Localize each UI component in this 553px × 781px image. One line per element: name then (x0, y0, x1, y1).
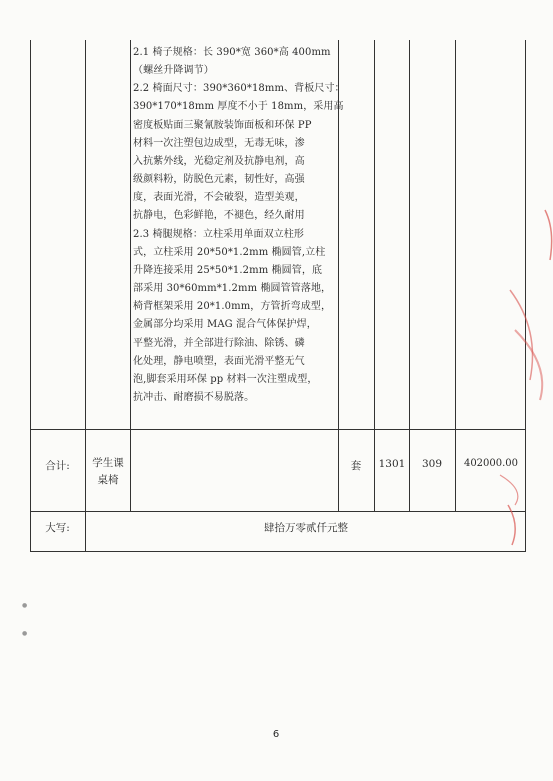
spec-line: 度，表面光滑，不会破裂，造型美观， (133, 192, 305, 204)
spec-line: 泡,脚套采用环保 pp 材料一次注塑成型， (133, 373, 318, 385)
column-divider (455, 40, 456, 511)
unit-price-cell: 309 (421, 458, 443, 470)
spec-line: 级颜料粉，防脱色元素，韧性好，高强 (133, 174, 305, 186)
spec-line: 金属部分均采用 MAG 混合气体保护焊， (133, 319, 317, 331)
scan-speck: ● (22, 630, 28, 637)
item-name-line: 学生课 (92, 457, 124, 469)
spec-line: 2.1 椅子规格：长 390*宽 360*高 400mm (133, 47, 331, 58)
column-divider (374, 40, 375, 511)
table-border-left (30, 40, 31, 552)
page-number: 6 (272, 729, 280, 740)
spec-line: 2.3 椅腿规格：立柱采用单面双立柱形 (133, 228, 304, 240)
spec-line: 材料一次注塑包边成型，无毒无味，渗 (133, 137, 305, 149)
spec-line: 2.2 椅面尺寸：390*360*18mm、背板尺寸： (133, 83, 345, 95)
spec-line: 椅背框架采用 20*1.0mm，方管折弯成型， (133, 301, 332, 313)
spec-line: 部采用 30*60mm*1.2mm 椭圆管管落地， (133, 283, 332, 295)
item-name (86, 455, 130, 489)
spec-line: 升降连接采用 25*50*1.2mm 椭圆管，底 (133, 264, 323, 276)
spec-line: 密度板贴面三聚氰胺装饰面板和环保 PP (133, 119, 312, 131)
total-label: 合计: (45, 460, 70, 472)
spec-line: 平整光滑，并全部进行除油、除锈、磷 (133, 337, 305, 349)
seal-arc (545, 210, 552, 260)
quantity-cell: 1301 (378, 458, 406, 470)
amount-cell: 402000.00 (463, 458, 519, 469)
spec-line: （螺丝升降调节） (133, 65, 214, 77)
spec-text (133, 44, 345, 407)
spec-line: 入抗紫外线，光稳定剂及抗静电剂，高 (133, 155, 305, 167)
amount-in-words-label: 大写: (45, 522, 70, 534)
row-divider (30, 511, 526, 512)
column-divider (409, 40, 410, 511)
table-border-right (525, 40, 526, 552)
spec-line: 390*170*18mm 厚度不小于 18mm，采用高 (133, 101, 344, 113)
spec-line: 抗冲击、耐磨损不易脱落。 (133, 391, 255, 403)
spec-line: 化处理，静电喷塑，表面光滑平整无气 (133, 355, 305, 367)
item-name-line: 桌椅 (97, 474, 119, 486)
row-divider (30, 429, 526, 430)
scan-speck: ● (22, 602, 28, 609)
table-border-bottom (30, 551, 526, 552)
spec-line: 抗静电，色彩鲜艳，不褪色，经久耐用 (133, 210, 305, 222)
unit-cell: 套 (350, 460, 362, 472)
spec-line: 式，立柱采用 20*50*1.2mm 椭圆管,立柱 (133, 246, 326, 258)
column-divider (130, 40, 131, 511)
amount-in-words: 肆拾万零贰仟元整 (264, 522, 348, 534)
